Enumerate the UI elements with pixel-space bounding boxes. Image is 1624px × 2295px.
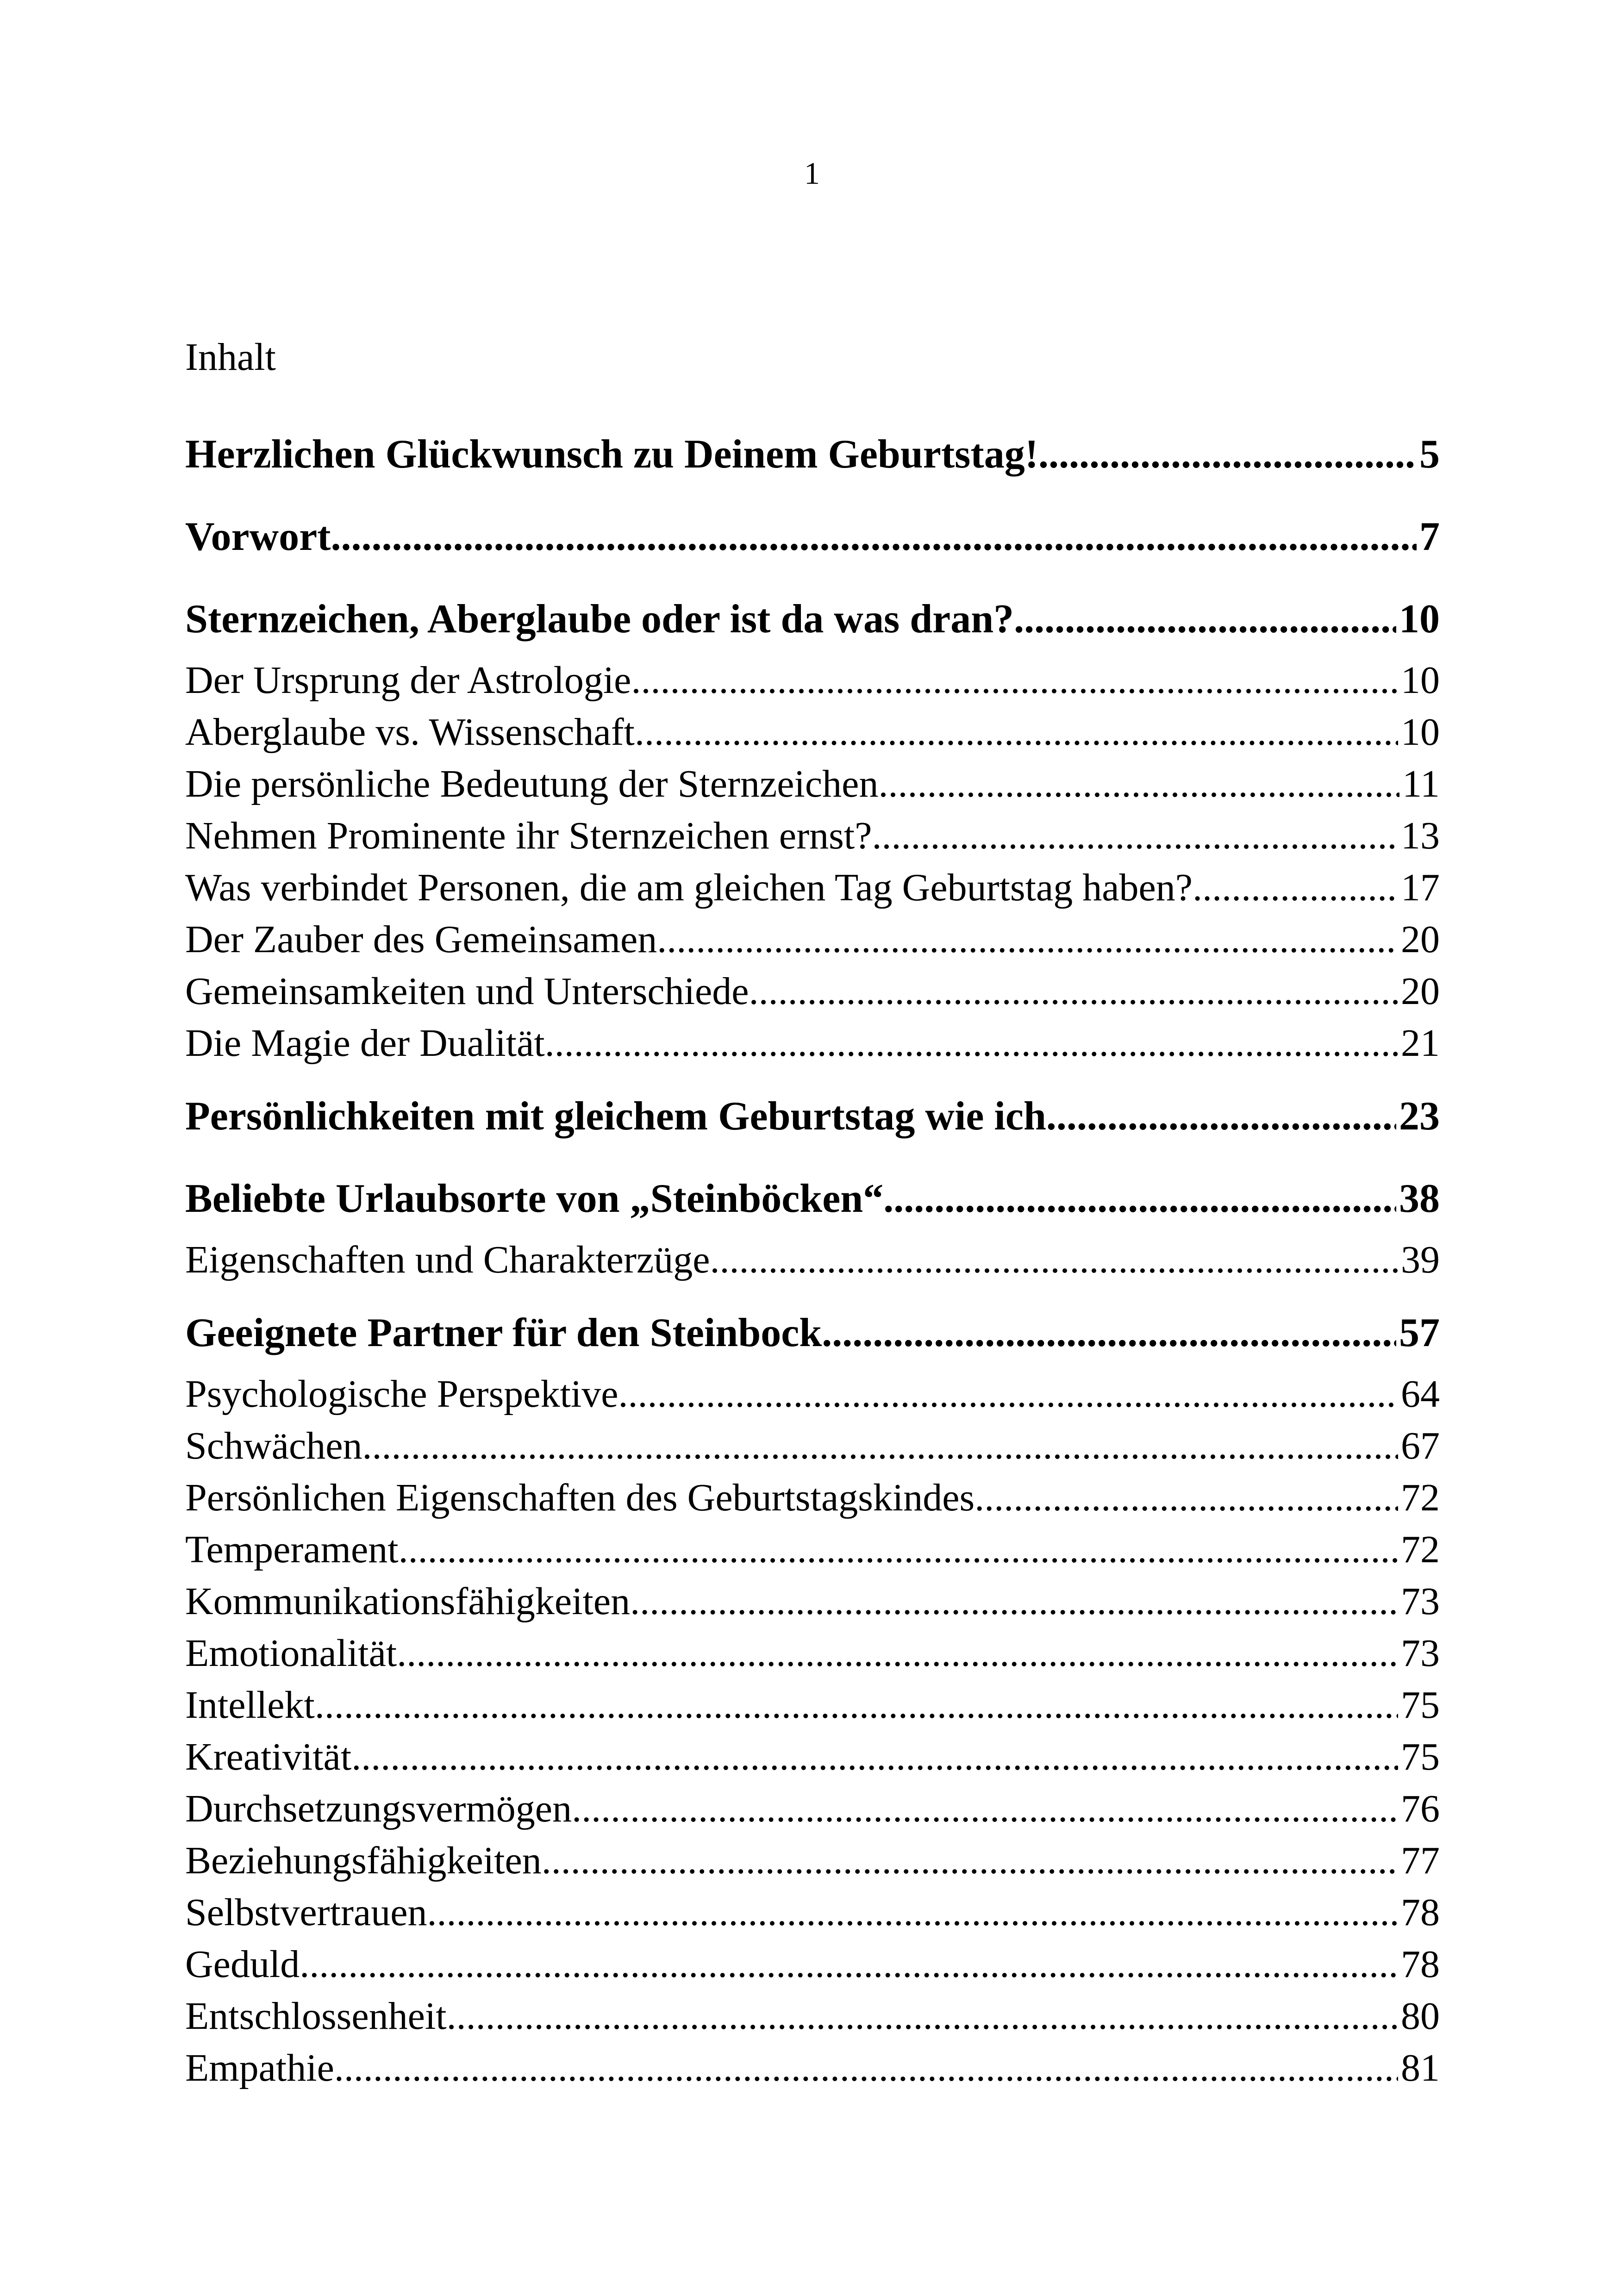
toc-entry-page: 78	[1401, 1891, 1440, 1934]
toc-dot-leader	[1038, 419, 1417, 490]
toc-entry-title: Sternzeichen, Aberglaube oder ist da was dran?	[185, 597, 1014, 642]
toc-section-entry[interactable]	[185, 706, 1440, 758]
toc-dot-leader	[1193, 862, 1398, 914]
toc-entry-title: Durchsetzungsvermögen	[185, 1787, 572, 1830]
toc-entry-page: 17	[1401, 866, 1440, 909]
toc-dot-leader	[362, 1420, 1398, 1472]
toc-chapter-entry[interactable]	[185, 1298, 1440, 1368]
toc-entry-title: Selbstvertrauen	[185, 1891, 427, 1934]
toc-dot-leader	[447, 1990, 1398, 2042]
toc-entry-page: 11	[1402, 762, 1440, 805]
toc-entry-page: 21	[1401, 1022, 1440, 1065]
toc-chapter-entry[interactable]	[185, 419, 1440, 490]
toc-dot-leader	[542, 1835, 1398, 1887]
toc-entry-page: 72	[1401, 1528, 1440, 1571]
toc-section-entry[interactable]	[185, 1017, 1440, 1069]
toc-entry-title: Der Ursprung der Astrologie	[185, 659, 631, 702]
toc-section-entry[interactable]	[185, 1887, 1440, 1939]
toc-chapter-entry[interactable]	[185, 1164, 1440, 1234]
toc-entry-title: Der Zauber des Gemeinsamen	[185, 918, 657, 961]
page-number: 1	[804, 156, 820, 191]
toc-entry-title: Psychologische Perspektive	[185, 1372, 618, 1416]
toc-chapter-entry[interactable]	[185, 584, 1440, 655]
toc-dot-leader	[630, 1576, 1398, 1628]
toc-dot-leader	[878, 758, 1399, 810]
toc-entry-page: 10	[1399, 597, 1440, 642]
toc-entry-page: 39	[1401, 1238, 1440, 1281]
toc-entry-page: 72	[1401, 1476, 1440, 1519]
toc-dot-leader	[974, 1472, 1398, 1524]
toc-entry-title: Geeignete Partner für den Steinbock	[185, 1310, 822, 1355]
toc-entry-page: 78	[1401, 1943, 1440, 1986]
toc-entry-title: Die Magie der Dualität	[185, 1022, 545, 1065]
toc-entry-title: Eigenschaften und Charakterzüge	[185, 1238, 710, 1281]
toc-section-entry[interactable]	[185, 1835, 1440, 1887]
toc-section-entry[interactable]	[185, 1939, 1440, 1990]
toc-entry-page: 75	[1401, 1684, 1440, 1727]
toc-entry-title: Kreativität	[185, 1735, 352, 1778]
toc-entry-page: 81	[1401, 2046, 1440, 2089]
toc-dot-leader	[397, 1628, 1398, 1679]
toc-entry-title: Aberglaube vs. Wissenschaft	[185, 711, 635, 754]
toc-dot-leader	[657, 914, 1398, 966]
toc-entry-title: Persönlichkeiten mit gleichem Geburtstag wie ich	[185, 1094, 1046, 1139]
toc-entry-page: 13	[1401, 814, 1440, 857]
toc-dot-leader	[872, 810, 1399, 862]
toc-entry-page: 7	[1419, 514, 1440, 559]
toc-section-entry[interactable]	[185, 1368, 1440, 1420]
toc-chapter-entry[interactable]	[185, 502, 1440, 572]
toc-dot-leader	[545, 1017, 1398, 1069]
toc-dot-leader	[300, 1939, 1398, 1990]
toc-dot-leader	[334, 2042, 1398, 2094]
toc-section-entry[interactable]	[185, 914, 1440, 966]
toc-entry-title: Persönlichen Eigenschaften des Geburtstagskindes	[185, 1476, 975, 1519]
toc-entry-page: 80	[1401, 1995, 1440, 2038]
toc-section-entry[interactable]	[185, 1990, 1440, 2042]
toc-entry-page: 67	[1401, 1424, 1440, 1467]
toc-heading: Inhalt	[185, 336, 276, 379]
toc-dot-leader	[315, 1679, 1398, 1731]
toc-dot-leader	[631, 655, 1398, 706]
toc-entry-title: Nehmen Prominente ihr Sternzeichen ernst?	[185, 814, 872, 857]
toc-entry-title: Herzlichen Glückwunsch zu Deinem Geburtstag!	[185, 432, 1039, 477]
toc-entry-title: Schwächen	[185, 1424, 362, 1467]
toc-entry-title: Intellekt	[185, 1684, 315, 1727]
toc-entry-title: Empathie	[185, 2046, 334, 2089]
toc-section-entry[interactable]	[185, 1472, 1440, 1524]
toc-dot-leader	[749, 966, 1398, 1017]
toc-dot-leader	[883, 1164, 1396, 1234]
toc-entry-page: 75	[1401, 1735, 1440, 1778]
toc-dot-leader	[331, 502, 1417, 572]
toc-section-entry[interactable]	[185, 1576, 1440, 1628]
toc-dot-leader	[1014, 584, 1396, 655]
toc-section-entry[interactable]	[185, 1628, 1440, 1679]
toc-section-entry[interactable]	[185, 655, 1440, 706]
toc-section-entry[interactable]	[185, 1783, 1440, 1835]
toc-entry-title: Beliebte Urlaubsorte von „Steinböcken“	[185, 1176, 884, 1221]
toc-entry-page: 38	[1399, 1176, 1440, 1221]
toc-chapter-entry[interactable]	[185, 1081, 1440, 1152]
toc-section-entry[interactable]	[185, 1679, 1440, 1731]
toc-entry-page: 57	[1399, 1310, 1440, 1355]
toc-section-entry[interactable]	[185, 1524, 1440, 1576]
toc-section-entry[interactable]	[185, 2042, 1440, 2094]
toc-section-entry[interactable]	[185, 1731, 1440, 1783]
toc-entry-title: Beziehungsfähigkeiten	[185, 1839, 542, 1882]
toc-entry-page: 64	[1401, 1372, 1440, 1416]
toc-section-entry[interactable]	[185, 810, 1440, 862]
toc-entry-title: Die persönliche Bedeutung der Sternzeichen	[185, 762, 879, 805]
toc-entry-page: 76	[1401, 1787, 1440, 1830]
toc-section-entry[interactable]	[185, 966, 1440, 1017]
toc-section-entry[interactable]	[185, 1420, 1440, 1472]
toc-dot-leader	[427, 1887, 1399, 1939]
toc-entry-title: Emotionalität	[185, 1632, 397, 1675]
toc-entry-page: 5	[1419, 432, 1440, 477]
toc-dot-leader	[822, 1298, 1396, 1368]
toc-entry-title: Kommunikationsfähigkeiten	[185, 1580, 631, 1623]
table-of-contents	[185, 338, 1440, 2094]
toc-section-entry[interactable]	[185, 862, 1440, 914]
toc-entry-page: 77	[1401, 1839, 1440, 1882]
toc-entry-title: Was verbindet Personen, die am gleichen Tag Geburtstag haben?	[185, 866, 1193, 909]
toc-entry-title: Geduld	[185, 1943, 300, 1986]
toc-entry-title: Vorwort	[185, 514, 331, 559]
toc-section-entry[interactable]	[185, 1234, 1440, 1286]
toc-entry-page: 73	[1401, 1580, 1440, 1623]
toc-entry-page: 20	[1401, 918, 1440, 961]
toc-entry-page: 10	[1401, 659, 1440, 702]
toc-entry-title: Temperament	[185, 1528, 399, 1571]
toc-entry-page: 10	[1401, 711, 1440, 754]
toc-entry-page: 20	[1401, 970, 1440, 1013]
toc-dot-leader	[572, 1783, 1398, 1835]
toc-entry-title: Entschlossenheit	[185, 1995, 447, 2038]
toc-dot-leader	[399, 1524, 1398, 1576]
toc-dot-leader	[1046, 1081, 1396, 1152]
toc-dot-leader	[351, 1731, 1398, 1783]
toc-entry-page: 23	[1399, 1094, 1440, 1139]
toc-dot-leader	[635, 706, 1398, 758]
toc-entry-page: 73	[1401, 1632, 1440, 1675]
toc-dot-leader	[618, 1368, 1398, 1420]
toc-entry-title: Gemeinsamkeiten und Unterschiede	[185, 970, 749, 1013]
toc-entry-list	[185, 419, 1440, 2094]
toc-section-entry[interactable]	[185, 758, 1440, 810]
toc-dot-leader	[710, 1234, 1398, 1286]
